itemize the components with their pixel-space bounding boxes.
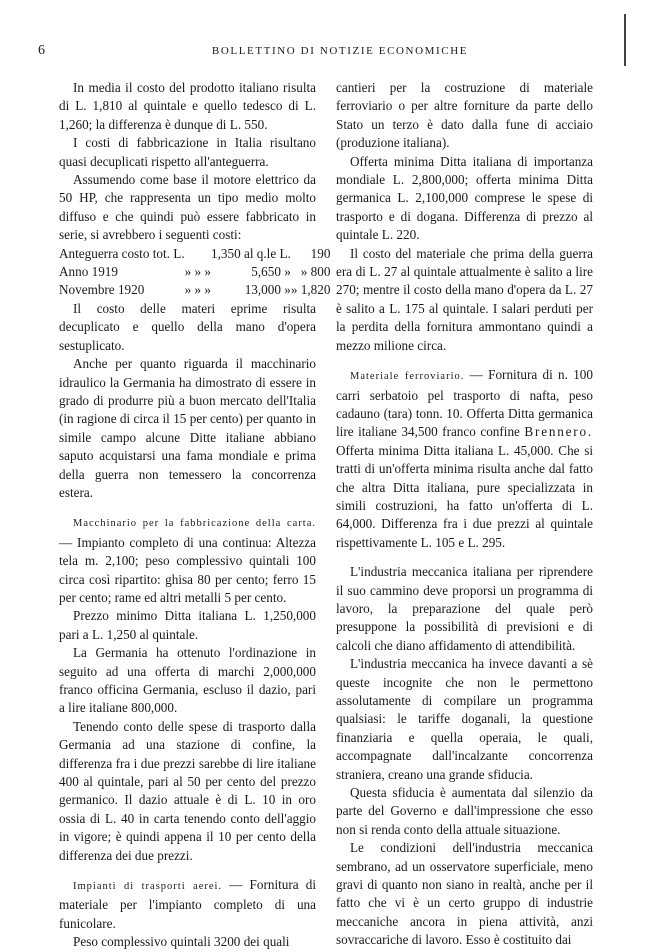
table-row	[59, 281, 330, 299]
table-cell	[185, 245, 211, 263]
table-cell: Novembre 1920	[59, 282, 145, 298]
paragraph: I costi di fabbricazione in Italia risultano quasi decuplicati rispetto all'anteguerra.	[59, 135, 316, 169]
table-cell: » 800	[300, 264, 331, 280]
section-body: — Impianto completo di una continua: Altezza tela m. 2,100; peso complessivo quintali 100 circa così ripartito: ghisa 80 per cento; ferro 15 per cento; rame ed altri metalli 5 per cento.	[59, 534, 316, 605]
table-cell: Anteguerra costo tot. L.	[59, 245, 185, 261]
table-row	[59, 263, 330, 281]
paragraph: Il costo del materiale che prima della guerra era di L. 27 al quintale attualmente è salito a lire 270; mentre il costo della mano d'opera da L. 27 è salito a L. 175 al quintale. I salari perduti per la perdita della fornitura ammontano quindi a mezzo milione circa.	[336, 245, 593, 353]
paragraph: Il costo delle materi eprime risulta decuplicato e quello della mano d'opera sestuplicato.	[59, 300, 316, 353]
paragraph: L'industria meccanica ha invece davanti a sè queste incognite che non le permettono assolutamente di compilare un programma qualsiasi: le tariffe doganali, la questione finanziaria e quella operaia, le quali, accompagnate dall'incalzante concorrenza straniera, creano una grande sfiducia.	[336, 656, 593, 782]
table-row	[59, 245, 330, 263]
table-cell: Anno 1919	[59, 264, 118, 280]
left-column	[59, 79, 331, 952]
section-heading: Macchinario per la fabbricazione della carta.	[73, 518, 316, 530]
section-body: — Fornitura di n. 100 carri serbatoio pel trasporto di nafta, peso cadauno (tara) tonn. 10. Offerta Ditta germanica lire italiane 34,500 franco confine	[336, 367, 593, 440]
paragraph: Anche per quanto riguarda il macchinario idraulico la Germania ha dimostrato di essere in grado di produrre più a buon mercato dell'Italia (in ragione di circa il 15 per cento) per quanto in simile campo alcune Ditte italiane abbiano saputo acquistarsi una fama mondiale e prima della guerra non temessero la concorrenza estera.	[59, 356, 316, 500]
place-name: Brennero.	[524, 424, 593, 440]
table-cell: 1,350 al q.le L.	[211, 245, 291, 261]
table-cell: 5,650 »	[251, 264, 291, 280]
section-body: Offerta minima Ditta italiana L. 45,000. Che si tratti di un'offerta minima risulta anche dal fatto che altra Ditta italiana, pure specializzata in simili costruzioni, ha fatto un'offerta di L. 64,000. Differenza fra i due prezzi al quintale rispettivamente L. 105 e L. 295.	[336, 442, 593, 550]
running-title: BOLLETTINO DI NOTIZIE ECONOMICHE	[211, 45, 469, 57]
table-cell: » » »	[184, 282, 211, 298]
paragraph: Questa sfiducia è aumentata dal silenzio da parte del Governo e dall'impressione che esso non si renda conto della attuale situazione.	[336, 785, 593, 837]
paragraph: Tenendo conto delle spese di trasporto dalla Germania ad una stazione di confine, la differenza fra i due prezzi sarebbe di lire italiane 400 al quintale, pari al 50 per cento del prezzo germanico. Il dazio attuale è di L. 10 in oro ossia di L. 40 in carta tenendo conto dell'aggio in vigore; è quindi appena il 10 per cento della differenza dei due prezzi.	[59, 718, 316, 863]
paragraph: In media il costo del prodotto italiano risulta di L. 1,810 al quintale e quello tedesco di L. 1,260; la differenza è dunque di L. 550.	[59, 80, 316, 132]
paragraph: L'industria meccanica italiana per riprendere il suo cammino deve proporsi un programma di lavoro, la preparazione del quale però presuppone la possibilità di previsioni e di calcoli che diano affidamento di attendibilità.	[336, 564, 593, 653]
table-cell: » 1,820	[290, 282, 331, 298]
table-cell: 13,000 »	[244, 282, 291, 298]
paragraph: Assumendo come base il motore elettrico da 50 HP, che rappresenta un tipo medio molto diffuso e che quindi può essere fabbricato in serie, si avrebbero i seguenti costi:	[59, 172, 316, 243]
paragraph: La Germania ha ottenuto l'ordinazione in seguito ad una offerta di marchi 2,000,000 franco officina Germania, escluso il dazio, pari a lire italiane 800,000.	[59, 645, 316, 716]
section-paragraph	[336, 366, 593, 552]
paragraph: Peso complessivo quintali 3200 dei quali	[73, 934, 290, 950]
section-body: — Fornitura di materiale per l'impianto completo di una funicolare.	[59, 877, 316, 931]
table-cell: » » »	[184, 264, 211, 280]
section-paragraph	[59, 513, 316, 607]
section-heading: Impianti di trasporti aerei.	[73, 881, 223, 893]
page-number: 6	[38, 43, 46, 58]
scan-margin-mark	[624, 14, 626, 66]
section-heading: Materiale ferroviario.	[350, 371, 465, 383]
right-column	[336, 79, 593, 950]
cost-table	[59, 245, 330, 300]
paragraph: Offerta minima Ditta italiana di importanza mondiale L. 2,800,000; offerta minima Ditta germanica L. 2,100,000 comprese le spese di trasporto e di dogana. Differenza di prezzo al quintale L. 220.	[336, 153, 593, 243]
section-paragraph	[59, 876, 316, 933]
paragraph: cantieri per la costruzione di materiale ferroviario o per altre forniture da parte dello Stato un terzo è dato dalla fune di acciaio (produzione italiana).	[336, 80, 593, 151]
table-cell: 190	[310, 245, 331, 261]
paragraph: Le condizioni dell'industria meccanica sembrano, ad un osservatore superficiale, meno gravi di quanto non siano in realtà, anche per il fatto che vi è un certo gruppo di industrie meccaniche ancora in piena attività, anzi sovraccariche di lavoro. Esso è costituito dai	[336, 840, 593, 948]
paragraph: Prezzo minimo Ditta italiana L. 1,250,000 pari a L. 1,250 al quintale.	[59, 608, 316, 642]
